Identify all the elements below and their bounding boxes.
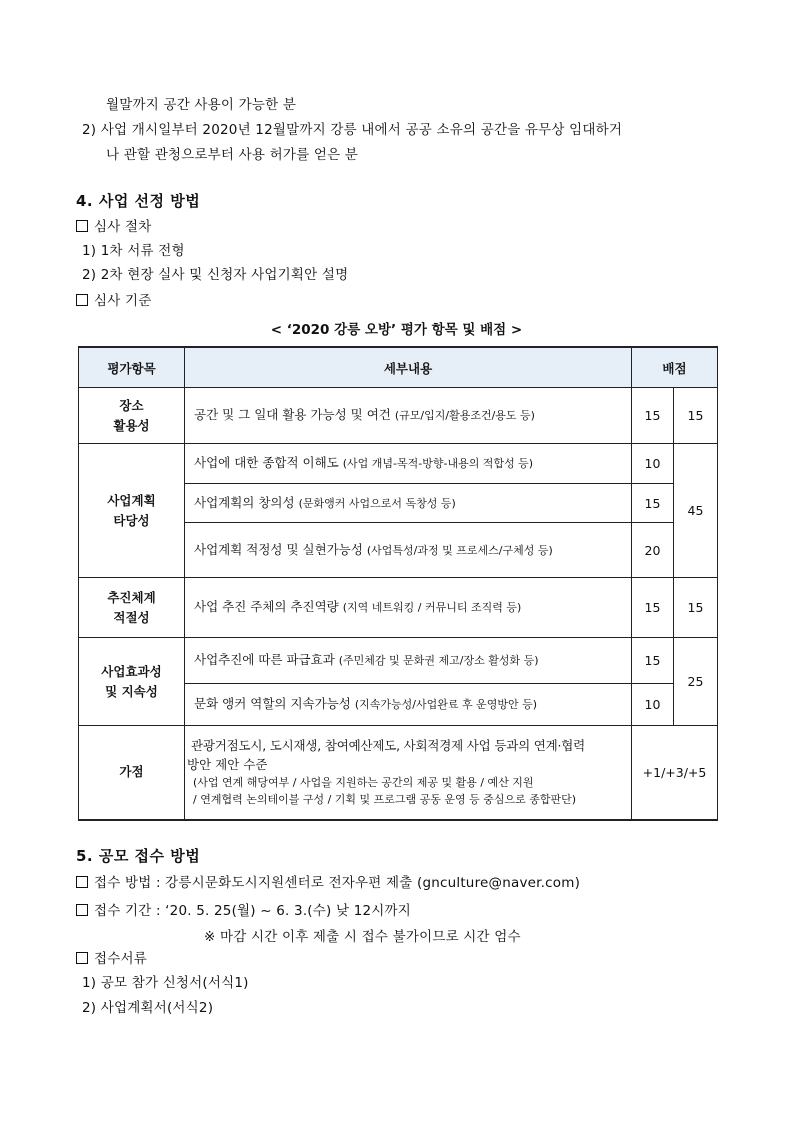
score-bonus: +1/+3/+5 xyxy=(632,726,718,820)
intro-line-3: 나 관할 관청으로부터 사용 허가를 얻은 분 xyxy=(106,147,359,163)
detail-note: (규모/입지/활용조건/용도 등) xyxy=(394,409,535,422)
total-plan: 45 xyxy=(674,444,718,578)
section-5-title: 5. 공모 접수 방법 xyxy=(76,847,201,865)
detail-note: (문화앵커 사업으로서 독창성 등) xyxy=(298,496,456,510)
detail-bonus xyxy=(185,726,632,820)
detail-note: (사업 개념-목적-방향-내용의 적합성 등) xyxy=(342,457,534,470)
procedure-step-2: 2) 2차 현장 실사 및 신청자 사업기획안 설명 xyxy=(82,267,349,283)
detail-text: 사업에 대한 종합적 이해도 xyxy=(194,455,339,470)
category-space-line2: 활용성 xyxy=(113,417,150,433)
docs-label-text: 접수서류 xyxy=(94,951,147,967)
section-4-title: 4. 사업 선정 방법 xyxy=(76,192,201,210)
category-plan-line1: 사업계획 xyxy=(107,492,156,508)
category-bonus: 가점 xyxy=(79,726,185,820)
score-effect-1: 15 xyxy=(632,638,674,684)
table-caption: < ‘2020 강릉 오방’ 평가 항목 및 배점 > xyxy=(270,322,523,338)
table-row-system xyxy=(79,578,718,638)
detail-text: 사업 추진 주체의 추진역량 xyxy=(194,599,339,614)
category-space-line1: 장소 xyxy=(119,397,144,413)
method-line xyxy=(76,871,580,891)
category-system xyxy=(79,578,185,638)
criteria-label-text: 심사 기준 xyxy=(94,293,152,309)
header-detail: 세부내용 xyxy=(185,347,632,388)
table-row-plan-1 xyxy=(79,444,718,484)
detail-note: (주민체감 및 문화권 제고/장소 활성화 등) xyxy=(338,654,539,667)
deadline-notice: ※ 마감 시간 이후 제출 시 접수 불가이므로 시간 엄수 xyxy=(204,929,521,945)
bonus-line-3: (사업 연계 해당여부 / 사업을 지원하는 공간의 제공 및 활용 / 예산 지원 xyxy=(193,776,534,790)
detail-text: 사업계획 적정성 및 실현가능성 xyxy=(194,541,363,557)
detail-note: (지역 네트워킹 / 커뮤니티 조직력 등) xyxy=(342,601,522,614)
procedure-step-1: 1) 1차 서류 전형 xyxy=(82,243,185,259)
score-plan-1: 10 xyxy=(632,444,674,484)
checkbox-square-icon xyxy=(76,220,88,232)
table-row-bonus xyxy=(79,726,718,820)
detail-effect-1 xyxy=(185,638,632,684)
detail-text: 사업계획의 창의성 xyxy=(194,494,295,510)
bonus-line-1: 관광거점도시, 도시재생, 참여예산제도, 사회적경제 사업 등과의 연계·협력 xyxy=(191,738,585,754)
detail-plan-3 xyxy=(185,523,632,578)
evaluation-table xyxy=(78,346,718,821)
criteria-label xyxy=(76,289,151,309)
intro-line-1: 월말까지 공간 사용이 가능한 분 xyxy=(106,97,297,113)
category-effect-line1: 사업효과성 xyxy=(101,663,162,679)
checkbox-square-icon xyxy=(76,876,88,888)
category-system-line2: 적절성 xyxy=(113,609,150,625)
category-effect xyxy=(79,638,185,726)
detail-text: 공간 및 그 일대 활용 가능성 및 여건 xyxy=(194,407,391,422)
detail-system-1 xyxy=(185,578,632,638)
header-category: 평가항목 xyxy=(79,347,185,388)
header-score: 배점 xyxy=(632,347,718,388)
procedure-label xyxy=(76,215,151,235)
checkbox-square-icon xyxy=(76,904,88,916)
score-space-1: 15 xyxy=(632,388,674,444)
total-space: 15 xyxy=(674,388,718,444)
period-line xyxy=(76,899,411,919)
table-row-effect-1 xyxy=(79,638,718,684)
period-text: 접수 기간 : ‘20. 5. 25(월) ~ 6. 3.(수) 낮 12시까지 xyxy=(94,903,412,919)
doc-item-2: 2) 사업계획서(서식2) xyxy=(82,1000,214,1016)
bonus-line-2: 방안 제안 수준 xyxy=(187,757,268,773)
score-plan-2: 15 xyxy=(632,484,674,523)
detail-effect-2 xyxy=(185,684,632,726)
detail-text: 문화 앵커 역할의 지속가능성 xyxy=(194,696,351,711)
checkbox-square-icon xyxy=(76,294,88,306)
detail-space-1 xyxy=(185,388,632,444)
intro-line-2: 2) 사업 개시일부터 2020년 12월말까지 강릉 내에서 공공 소유의 공간을 유무상 임대하거 xyxy=(82,122,623,138)
category-plan-line2: 타당성 xyxy=(113,512,150,528)
category-plan xyxy=(79,444,185,578)
detail-text: 사업추진에 따른 파급효과 xyxy=(194,652,335,667)
total-system: 15 xyxy=(674,578,718,638)
detail-plan-2 xyxy=(185,484,632,523)
score-system-1: 15 xyxy=(632,578,674,638)
category-effect-line2: 및 지속성 xyxy=(105,683,158,699)
table-row-space xyxy=(79,388,718,444)
checkbox-square-icon xyxy=(76,952,88,964)
bonus-line-4: / 연계협력 논의테이블 구성 / 기획 및 프로그램 공동 운영 등 중심으로 종합판단) xyxy=(193,793,577,807)
category-space xyxy=(79,388,185,444)
method-text: 접수 방법 : 강릉시문화도시지원센터로 전자우편 제출 (gnculture@naver.com) xyxy=(94,875,581,891)
detail-note: (사업특성/과정 및 프로세스/구체성 등) xyxy=(366,543,553,557)
score-effect-2: 10 xyxy=(632,684,674,726)
category-system-line1: 추진체계 xyxy=(107,589,156,605)
total-effect: 25 xyxy=(674,638,718,726)
detail-plan-1 xyxy=(185,444,632,484)
score-plan-3: 20 xyxy=(632,523,674,578)
doc-item-1: 1) 공모 참가 신청서(서식1) xyxy=(82,975,249,991)
docs-label xyxy=(76,947,147,967)
detail-note: (지속가능성/사업완료 후 운영방안 등) xyxy=(354,698,537,711)
procedure-label-text: 심사 절차 xyxy=(94,219,152,235)
